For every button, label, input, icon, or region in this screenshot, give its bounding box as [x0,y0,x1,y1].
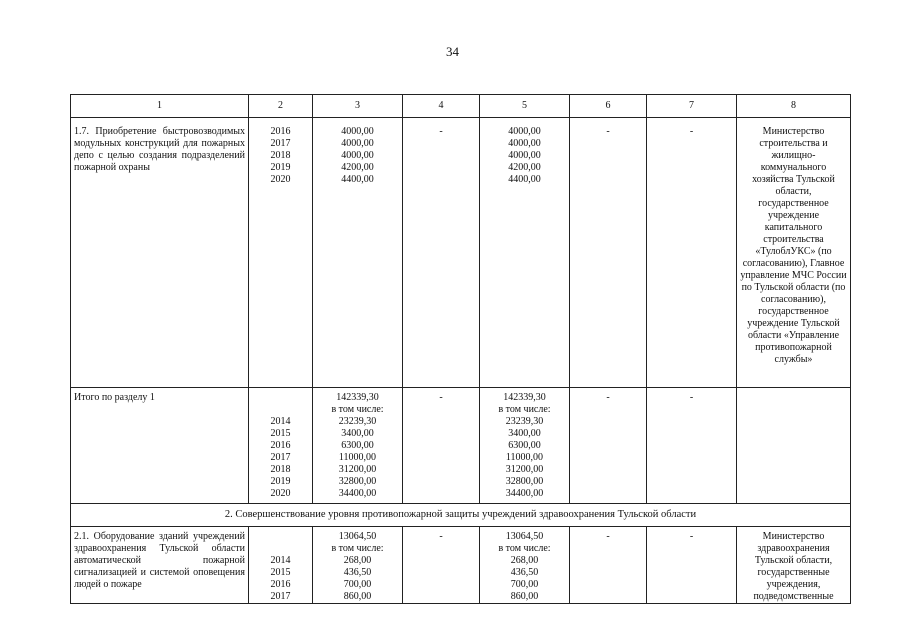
including-label: в том числе: [498,404,551,415]
executor-line: государственные [757,567,830,578]
table-row-total-section-1 [71,388,851,504]
year-value: 2017 [270,452,291,463]
amount-value: 4000,00 [508,138,541,149]
dash-cell: - [403,388,480,504]
years-cell [249,388,313,504]
amount-value: 6300,00 [508,440,541,451]
executor-cell [737,527,851,604]
including-label: в том числе: [331,543,384,554]
amount-value: 31200,00 [338,464,377,475]
executor-line: согласованию), [761,294,826,305]
executor-line: противопожарной [755,342,832,353]
executor-line: учреждение Тульской [747,318,840,329]
executor-line: хозяйства Тульской [752,174,835,185]
column-header: 4 [403,95,480,118]
row-description: Итого по разделу 1 [71,388,249,504]
amount-value: 34400,00 [338,488,377,499]
year-value: 2019 [270,162,291,173]
column-header: 2 [249,95,313,118]
dash-cell: - [647,118,737,388]
dash-cell: - [570,118,647,388]
row-description: 2.1. Оборудование зданий учреждений здравоохранения Тульской области автоматической пожарной сигнализацией и системой оповещения людей о пожаре [71,527,249,604]
executor-line: подведомственные [753,591,834,602]
year-value: 2016 [270,126,291,137]
executor-line: Министерство [762,126,825,137]
column-header: 1 [71,95,249,118]
amount-value: 34400,00 [505,488,544,499]
amount-value: 4200,00 [508,162,541,173]
page-number: 34 [446,44,459,59]
amount-cell [313,527,403,604]
executor-line: капитального [764,222,823,233]
dash-cell: - [647,527,737,604]
amount-value: 268,00 [343,555,372,566]
amount-value: 4000,00 [508,126,541,137]
executor-line: государственное [758,306,829,317]
row-description: 1.7. Приобретение быстровозводимых модульных конструкций для пожарных депо с целью создания подразделений пожарной охраны [71,118,249,388]
executor-line: учреждения, [766,579,821,590]
amount-cell [313,388,403,504]
amount-value: 436,50 [510,567,539,578]
executor-line: управление МЧС России [740,270,847,281]
total-value: 142339,30 [336,392,379,403]
amount-value: 268,00 [510,555,539,566]
amount-value: 700,00 [510,579,539,590]
including-label: в том числе: [498,543,551,554]
year-value: 2014 [270,416,291,427]
amount-value: 3400,00 [341,428,374,439]
amount-value: 4000,00 [341,126,374,137]
amount-value: 4400,00 [508,174,541,185]
column-header: 7 [647,95,737,118]
executor-line: «ТулоблУКС» (по [755,246,832,257]
executor-line: согласованию), Главное [742,258,845,269]
executor-cell [737,388,851,504]
total-value: 13064,50 [505,531,544,542]
amount-value: 32800,00 [505,476,544,487]
executor-line: Тульской области, [754,555,833,566]
amount-value: 700,00 [343,579,372,590]
year-value: 2020 [270,174,291,185]
year-value: 2014 [270,555,291,566]
table-row-2-1 [71,527,851,604]
amount-value: 4000,00 [341,138,374,149]
amount-cell [480,118,570,388]
amount-value: 860,00 [343,591,372,602]
executor-line: области «Управление [747,330,840,341]
year-value: 2016 [270,440,291,451]
column-header: 6 [570,95,647,118]
executor-line: службы» [774,354,813,365]
executor-line: учреждение [767,210,820,221]
total-value: 142339,30 [503,392,546,403]
amount-value: 31200,00 [505,464,544,475]
amount-value: 4400,00 [341,174,374,185]
years-cell [249,118,313,388]
dash-cell: - [570,527,647,604]
year-value: 2017 [270,591,291,602]
executor-line: коммунального [760,162,827,173]
executor-line: Министерство [762,531,825,542]
dash-cell: - [570,388,647,504]
amount-value: 23239,30 [338,416,377,427]
table-header-row [71,95,851,118]
executor-line: государственное [758,198,829,209]
dash-cell: - [647,388,737,504]
year-value: 2019 [270,476,291,487]
dash-cell: - [403,118,480,388]
budget-table [70,94,851,604]
amount-value: 11000,00 [505,452,544,463]
executor-line: жилищно- [771,150,816,161]
executor-cell [737,118,851,388]
total-value: 13064,50 [338,531,377,542]
year-value: 2018 [270,150,291,161]
section-heading-row [71,504,851,527]
amount-cell [313,118,403,388]
executor-line: строительства и [759,138,828,149]
year-value: 2015 [270,567,291,578]
amount-value: 860,00 [510,591,539,602]
year-value: 2015 [270,428,291,439]
amount-value: 4000,00 [341,150,374,161]
amount-value: 4200,00 [341,162,374,173]
years-cell [249,527,313,604]
executor-line: области, [775,186,812,197]
amount-value: 4000,00 [508,150,541,161]
year-value: 2020 [270,488,291,499]
column-header: 8 [737,95,851,118]
amount-cell [480,388,570,504]
amount-value: 23239,30 [505,416,544,427]
year-value: 2017 [270,138,291,149]
year-value: 2018 [270,464,291,475]
table-row-1-7 [71,118,851,388]
dash-cell: - [403,527,480,604]
column-header: 3 [313,95,403,118]
amount-value: 11000,00 [338,452,377,463]
amount-value: 6300,00 [341,440,374,451]
executor-line: здравоохранения [757,543,830,554]
amount-cell [480,527,570,604]
including-label: в том числе: [331,404,384,415]
column-header: 5 [480,95,570,118]
amount-value: 3400,00 [508,428,541,439]
executor-line: по Тульской области (по [741,282,846,293]
year-value: 2016 [270,579,291,590]
amount-value: 32800,00 [338,476,377,487]
amount-value: 436,50 [343,567,372,578]
executor-line: строительства [763,234,824,245]
section-heading: 2. Совершенствование уровня противопожарной защиты учреждений здравоохранения Тульской области [71,504,851,527]
